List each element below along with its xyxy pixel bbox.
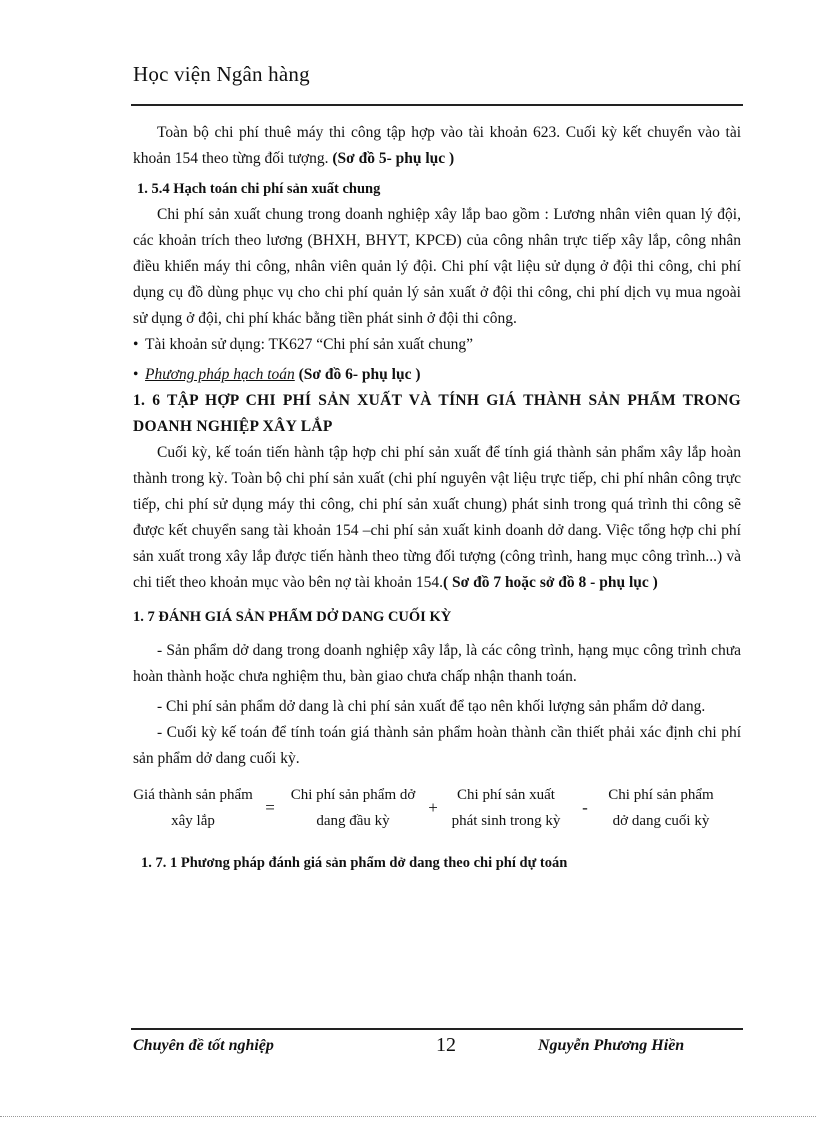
document-body [133, 120, 741, 876]
bullet-icon: • [133, 366, 139, 383]
definition-wip-product: - Sản phẩm dở dang trong doanh nghiệp xây lắp, là các công trình, hạng mục công trình chưa hoàn thành hoặc chưa nghiệm thu, bàn giao chưa chấp nhận thanh toán. [133, 642, 741, 685]
diagram-reference: ( Sơ đồ 7 hoặc sở đồ 8 - phụ lục ) [442, 574, 658, 591]
section-heading-1-7: 1. 7 ĐÁNH GIÁ SẢN PHẨM DỞ DANG CUỐI KỲ [133, 609, 452, 625]
paragraph-text: Toàn bộ chi phí thuê máy thi công tập hợp vào tài khoản 623. Cuối kỳ kết chuyển vào tài khoản 154 theo từng đối tượng. [133, 124, 741, 167]
equals-sign: = [265, 798, 275, 817]
page-header-title: Học viện Ngân hàng [133, 62, 310, 86]
section-heading-1-5-4: 1. 5.4 Hạch toán chi phí sản xuất chung [137, 181, 381, 197]
diagram-reference: (Sơ đồ 6- phụ lục ) [294, 366, 421, 383]
plus-sign: + [428, 798, 438, 817]
paragraph-machine-cost [133, 120, 741, 172]
bullet-text: Tài khoản sử dụng: TK627 “Chi phí sản xuất chung” [145, 336, 473, 353]
formula-term-closing-wip: Chi phí sản phẩm dở dang cuối kỳ [608, 787, 714, 829]
definition-period-end: - Cuối kỳ kế toán để tính toán giá thành sản phẩm hoàn thành cần thiết phải xác định chi phí sản phẩm dở dang cuối kỳ. [133, 724, 741, 767]
bullet-emphasis: Phương pháp hạch toán [145, 366, 295, 383]
header-rule [131, 104, 743, 106]
page-number: 12 [436, 1034, 456, 1056]
minus-sign: - [582, 798, 588, 817]
diagram-reference: (Sơ đồ 5- phụ lục ) [332, 150, 455, 167]
bullet-icon: • [133, 336, 139, 353]
footer-thesis-label: Chuyên đề tốt nghiệp [133, 1037, 274, 1054]
footer-rule [131, 1028, 743, 1030]
formula-term-period-cost: Chi phí sản xuất phát sinh trong kỳ [451, 787, 561, 829]
page-edge-divider [0, 1116, 816, 1117]
formula-lhs: Giá thành sản phẩm xây lắp [133, 787, 253, 829]
definition-wip-cost: - Chi phí sản phẩm dở dang là chi phí sản xuất để tạo nên khối lượng sản phẩm dở dang. [157, 698, 706, 715]
bullet-account-used [133, 332, 741, 358]
paragraph-overhead-cost: Chi phí sản xuất chung trong doanh nghiệp xây lắp bao gồm : Lương nhân viên quan lý đội, các khoản trích theo lương (BHXH, BHYT, KPCĐ) của công nhân trực tiếp xây lắp, công nhân điều khiển máy thi công, nhân viên quản lý đội. Chi phí vật liệu sử dụng ở đội thi công, chi phí dụng cụ đồ dùng phục vụ cho chi phí quản lý sản xuất ở đội thi công, chi phí dịch vụ mua ngoài sử dụng ở đội, chi phí khác bằng tiền phát sinh ở đội thi công. [133, 206, 741, 327]
paragraph-cost-aggregation [133, 440, 741, 596]
formula-term-opening-wip: Chi phí sản phẩm dở dang đầu kỳ [290, 787, 416, 829]
paragraph-text: Cuối kỳ, kế toán tiến hành tập hợp chi phí sản xuất để tính giá thành sản phẩm xây lắp hoàn thành trong kỳ. Toàn bộ chi phí sản xuất (chi phí nguyên vật liệu trực tiếp, chi phí nhân công trực tiếp, chi phí sử dụng máy thi công, chi phí sản xuất chung) phát sinh trong quá trình thi công sẽ được kết chuyển sang tài khoản 154 –chi phí sản xuất kinh doanh dở dang. Việc tổng hợp chi phí sản xuất trong xây lắp được tiến hành theo từng đối tượng (công trình, hang mục công trình...) và chi tiết theo khoản mục vào bên nợ tài khoản 154. [133, 444, 741, 591]
section-heading-1-6: 1. 6 TẬP HỢP CHI PHÍ SẢN XUẤT VÀ TÍNH GIÁ THÀNH SẢN PHẨM TRONG DOANH NGHIỆP XÂY LẮP [133, 392, 741, 435]
bullet-accounting-method [133, 362, 741, 388]
section-heading-1-7-1: 1. 7. 1 Phương pháp đánh giá sản phẩm dở dang theo chi phí dự toán [141, 855, 568, 871]
footer-author: Nguyễn Phương Hiền [538, 1037, 685, 1054]
cost-formula [133, 782, 741, 834]
